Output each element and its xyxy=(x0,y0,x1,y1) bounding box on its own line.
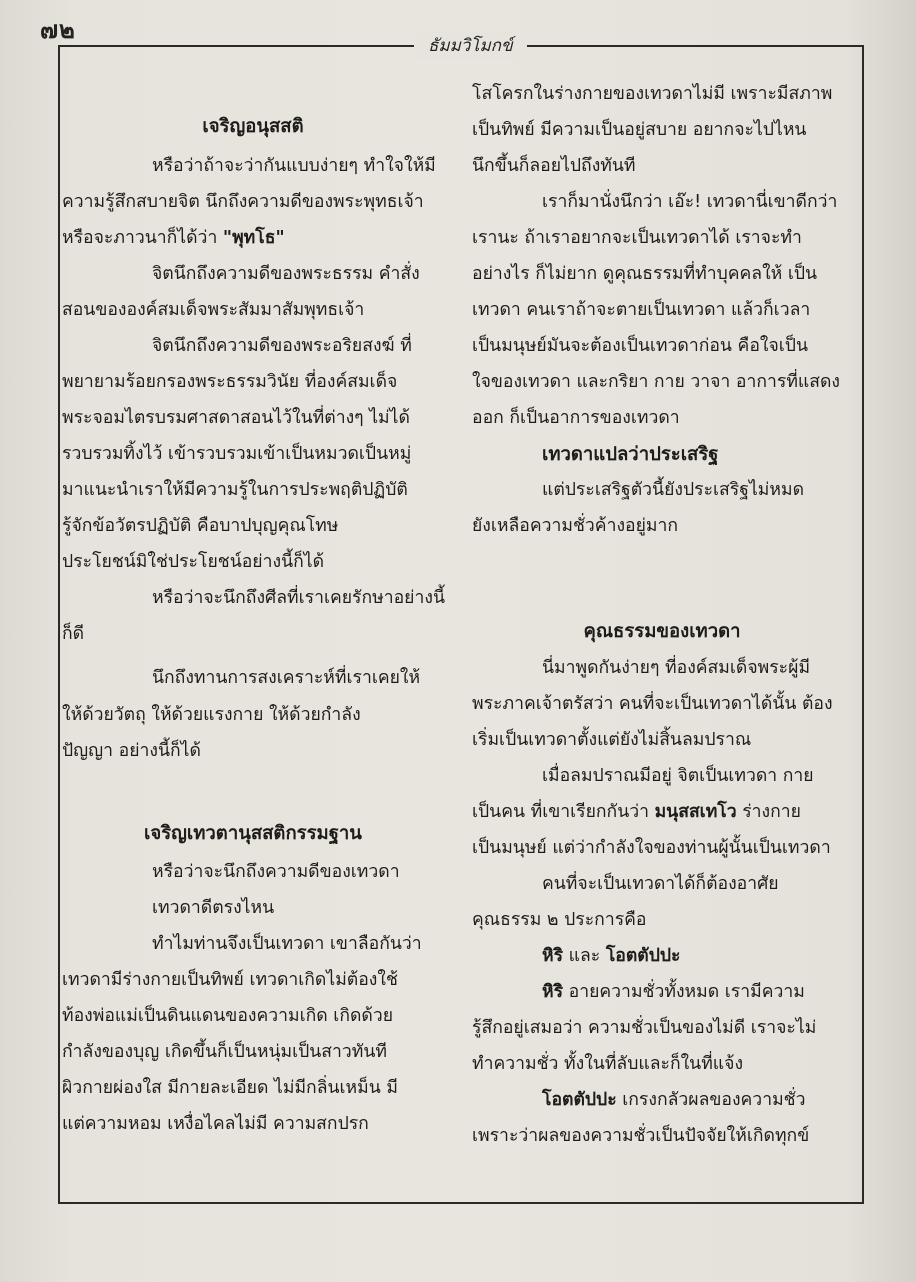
text-line xyxy=(62,226,285,250)
text-line: เรานะ ถ้าเราอยากจะเป็นเทวดาได้ เราจะทำ xyxy=(472,228,802,248)
page-number: ๗๒ xyxy=(40,15,76,44)
text-line: ใจของเทวดา และกริยา กาย วาจา อาการที่แสดง xyxy=(472,372,841,392)
text-line: สอนขององค์สมเด็จพระสัมมาสัมพุทธเจ้า xyxy=(62,300,365,320)
text-line: ทำความชั่ว ทั้งในที่ลับและก็ในที่แจ้ง xyxy=(472,1054,744,1074)
text-line: คนที่จะเป็นเทวดาได้ก็ต้องอาศัย xyxy=(542,874,779,894)
text-line: พระภาคเจ้าตรัสว่า คนที่จะเป็นเทวดาได้นั้น ต้อง xyxy=(472,694,833,714)
text-line xyxy=(542,980,805,1004)
text-line: นึกถึงทานการสงเคราะห์ที่เราเคยให้ xyxy=(152,668,421,688)
text-line: หรือว่าจะนึกถึงศีลที่เราเคยรักษาอย่างนี้ xyxy=(152,588,445,608)
text-line xyxy=(472,800,801,824)
text-line: รู้สึกอยู่เสมอว่า ความชั่วเป็นของไม่ดี เราจะไม่ xyxy=(472,1018,817,1038)
text-line: ประโยชน์มิใช่ประโยชน์อย่างนี้ก็ได้ xyxy=(62,552,325,572)
text-line: ผิวกายผ่องใส มีกายละเอียด ไม่มีกลิ่นเหม็น มี xyxy=(62,1078,398,1098)
text-line: เพราะว่าผลของความชั่วเป็นปัจจัยให้เกิดทุกข์ xyxy=(472,1126,810,1146)
section-heading: เจริญเทวตานุสสติกรรมฐาน xyxy=(144,823,362,844)
text-line: เทวดา คนเราถ้าจะตายเป็นเทวดา แล้วก็เวลา xyxy=(472,300,811,320)
emphasis-text: หิริ xyxy=(542,982,564,1002)
text-line: พระจอมไตรบรมศาสดาสอนไว้ในที่ต่างๆ ไม่ได้ xyxy=(62,408,410,428)
section-heading: คุณธรรมของเทวดา xyxy=(583,621,741,642)
text-line xyxy=(542,1088,806,1112)
text-line: ท้องพ่อแม่เป็นดินแดนของความเกิด เกิดด้วย xyxy=(62,1006,394,1026)
section-heading: เจริญอนุสสติ xyxy=(202,116,304,137)
text-line: แต่ความหอม เหงื่อไคลไม่มี ความสกปรก xyxy=(62,1114,369,1134)
text-line: เป็นมนุษย์มันจะต้องเป็นเทวดาก่อน คือใจเป็น xyxy=(472,336,808,356)
text-line: จิตนึกถึงความดีของพระอริยสงฆ์ ที่ xyxy=(152,336,412,356)
text-line: เมื่อลมปราณมีอยู่ จิตเป็นเทวดา กาย xyxy=(542,766,814,786)
section-heading: เทวดาแปลว่าประเสริฐ xyxy=(542,444,719,465)
text-line: เริ่มเป็นเทวดาตั้งแต่ยังไม่สิ้นลมปราณ xyxy=(472,730,752,750)
text-line: หรือว่าจะนึกถึงความดีของเทวดา xyxy=(152,862,400,882)
text-line: ก็ดี xyxy=(62,624,85,644)
text-span: ร่างกาย xyxy=(736,802,801,822)
text-line: เป็นมนุษย์ แต่ว่ากำลังใจของท่านผู้นั้นเป็นเทวดา xyxy=(472,838,831,858)
emphasis-text: "พุทโธ" xyxy=(222,228,285,248)
emphasis-text: โอตตัปปะ xyxy=(605,946,681,966)
text-line: ให้ด้วยวัตถุ ให้ด้วยแรงกาย ให้ด้วยกำลัง xyxy=(62,705,361,725)
text-line: ความรู้สึกสบายจิต นึกถึงความดีของพระพุทธเจ้า xyxy=(62,192,424,212)
text-line: รวบรวมทิ้งไว้ เข้ารวบรวมเข้าเป็นหมวดเป็นหมู่ xyxy=(62,444,412,464)
text-span: อายความชั่วทั้งหมด เรามีความ xyxy=(563,982,805,1002)
text-line: นี่มาพูดกันง่ายๆ ที่องค์สมเด็จพระผู้มี xyxy=(542,658,811,678)
text-line: มาแนะนำเราให้มีความรู้ในการประพฤติปฏิบัติ xyxy=(62,480,408,500)
text-span: หรือจะภาวนาก็ได้ว่า xyxy=(62,228,223,248)
emphasis-text: โอตตัปปะ xyxy=(542,1090,617,1110)
emphasis-text: หิริ xyxy=(542,946,564,966)
text-line: หรือว่าถ้าจะว่ากันแบบง่ายๆ ทำใจให้มี xyxy=(152,156,436,176)
text-line xyxy=(542,944,680,968)
text-span: เกรงกลัวผลของความชั่ว xyxy=(616,1090,806,1110)
text-line: เป็นทิพย์ มีความเป็นอยู่สบาย อยากจะไปไหน xyxy=(472,120,807,140)
text-line: เราก็มานั่งนึกว่า เอ๊ะ! เทวดานี่เขาดีกว่า xyxy=(542,192,838,212)
text-line: ยังเหลือความชั่วค้างอยู่มาก xyxy=(472,516,679,536)
text-span: และ xyxy=(563,946,606,966)
text-line: ปัญญา อย่างนี้ก็ได้ xyxy=(62,741,201,761)
text-line: เทวดาดีตรงไหน xyxy=(152,898,275,918)
text-line: ทำไมท่านจึงเป็นเทวดา เขาลือกันว่า xyxy=(152,934,422,954)
text-line: ออก ก็เป็นอาการของเทวดา xyxy=(472,408,680,428)
emphasis-text: มนุสสเทโว xyxy=(654,802,737,822)
running-header: ธัมมวิโมกข์ xyxy=(414,32,527,59)
text-line: พยายามร้อยกรองพระธรรมวินัย ที่องค์สมเด็จ xyxy=(62,372,398,392)
text-line: รู้จักข้อวัตรปฏิบัติ คือบาปบุญคุณโทษ xyxy=(62,516,339,536)
text-line: จิตนึกถึงความดีของพระธรรม คำสั่ง xyxy=(152,264,420,284)
text-line: แต่ประเสริฐตัวนี้ยังประเสริฐไม่หมด xyxy=(542,480,805,500)
text-line: เทวดามีร่างกายเป็นทิพย์ เทวดาเกิดไม่ต้องใช้ xyxy=(62,970,398,990)
text-line: คุณธรรม ๒ ประการคือ xyxy=(472,910,647,930)
text-line: อย่างไร ก็ไม่ยาก ดูคุณธรรมที่ทำบุคคลให้ เป็น xyxy=(472,264,818,284)
text-line: นึกขึ้นก็ลอยไปถึงทันที xyxy=(472,156,636,176)
text-line: กำลังของบุญ เกิดขึ้นก็เป็นหนุ่มเป็นสาวทันที xyxy=(62,1042,387,1062)
text-line: โสโครกในร่างกายของเทวดาไม่มี เพราะมีสภาพ xyxy=(472,84,833,104)
text-span: เป็นคน ที่เขาเรียกกันว่า xyxy=(472,802,655,822)
